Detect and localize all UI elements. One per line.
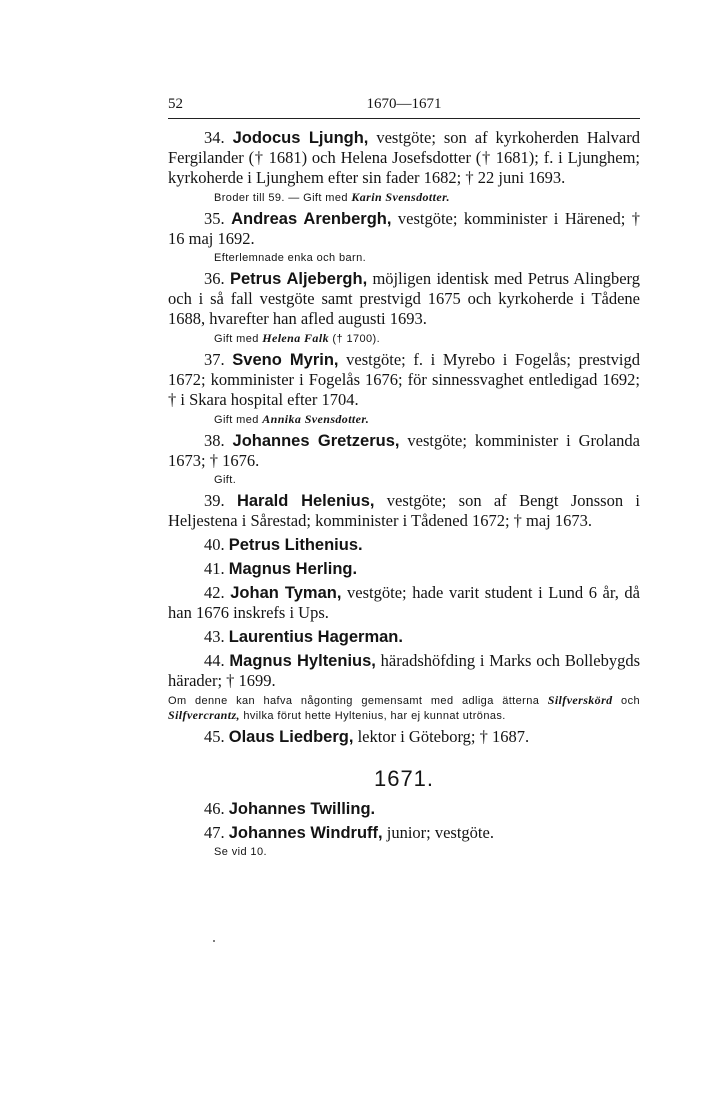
entry-name: Harald Helenius, [236, 492, 375, 510]
entry-number: 40. [204, 535, 225, 554]
entry-text: vestgöte; son af kyrkoherden Halvard Fergilander († 1681) och Helena Josefsdotter († 1681); f. i Ljunghem; kyrkoherde i Ljunghem efter sin fader 1682; † 22 juni 1693. [168, 128, 640, 187]
entry-40 [168, 535, 640, 555]
entry-name: Sveno Myrin, [232, 351, 339, 369]
entry-45 [168, 727, 640, 747]
entry-name: Andreas Arenbergh, [231, 210, 392, 228]
entry-35 [168, 209, 640, 265]
entry-42 [168, 583, 640, 623]
entry-text: möjligen identisk med Petrus Alingberg och i så fall vestgöte samt prestvigd 1675 och kyrkoherde i Tådene 1688, hvarefter han afled augusti 1693. [168, 269, 641, 328]
page-header [168, 96, 640, 120]
entry-note: Se vid 10. [214, 846, 267, 858]
entry-number: 36. [204, 269, 225, 288]
entry-number: 37. [204, 350, 225, 369]
entry-text: vestgöte; f. i Myrebo i Fogelås; prestvigd 1672; komminister i Fogelås 1676; för sinnessvaghet entledigad 1692; † i Skara hospital efter 1704. [168, 350, 640, 409]
entry-number: 43. [204, 627, 225, 646]
entry-note: Gift med Annika Svensdotter. [214, 412, 370, 426]
year-heading: 1671. [373, 766, 435, 791]
entry-note: Om denne kan hafva någonting gemensamt med adliga ätterna Silfverskörd och Silfvercrantz, hvilka förut hette Hyltenius, har ej kunnat utrönas. [168, 693, 640, 722]
entry-36 [168, 269, 640, 346]
entry-34 [168, 128, 640, 205]
entry-number: 42. [204, 583, 225, 602]
entry-46 [168, 799, 640, 819]
entry-41 [168, 559, 640, 579]
entry-name: Petrus Aljebergh, [229, 270, 368, 288]
entry-37 [168, 350, 640, 427]
page-speck [213, 940, 215, 942]
entry-text: vestgöte; son af Bengt Jonsson i Heljestena i Sårestad; komminister i Tådened 1672; † maj 1673. [168, 491, 640, 530]
entry-43 [168, 627, 640, 647]
entry-number: 35. [204, 209, 225, 228]
entry-name: Johannes Gretzerus, [232, 432, 400, 450]
header-rule [168, 118, 640, 119]
page-number: 52 [168, 96, 183, 112]
entry-name: Jodocus Ljungh, [232, 129, 369, 147]
entry-number: 38. [204, 431, 225, 450]
entry-44 [168, 651, 640, 723]
entry-name: Johannes Twilling. [228, 800, 376, 818]
entry-name: Johannes Windruff, [228, 824, 383, 842]
entry-number: 44. [204, 651, 225, 670]
entry-text: vestgöte; hade varit student i Lund 6 år, då han 1676 inskrefs i Ups. [168, 583, 641, 622]
entry-name: Petrus Lithenius. [228, 536, 363, 554]
entry-38 [168, 431, 640, 487]
entry-name: Olaus Liedberg, [228, 728, 354, 746]
entry-name: Magnus Hyltenius, [229, 652, 376, 670]
entry-text: vestgöte; komminister i Härened; † 16 maj 1692. [168, 209, 641, 248]
entry-number: 41. [204, 559, 225, 578]
entry-number: 39. [204, 491, 225, 510]
entry-note: Broder till 59. — Gift med Karin Svensdotter. [214, 190, 450, 204]
entry-note: Gift. [214, 474, 237, 486]
entry-47 [168, 823, 640, 859]
page-body [168, 128, 640, 863]
entry-note: Gift med Helena Falk († 1700). [214, 331, 381, 345]
entry-text: häradshöfding i Marks och Bollebygds härader; † 1699. [168, 651, 640, 690]
entry-number: 45. [204, 727, 225, 746]
entry-text: vestgöte; komminister i Grolanda 1673; † 1676. [168, 431, 640, 470]
entry-text: lektor i Göteborg; † 1687. [353, 727, 530, 746]
entry-number: 47. [204, 823, 225, 842]
entry-number: 46. [204, 799, 225, 818]
entry-39 [168, 491, 640, 531]
entry-number: 34. [204, 128, 225, 147]
entry-note: Efterlemnade enka och barn. [214, 252, 367, 264]
entry-name: Magnus Herling. [228, 560, 358, 578]
entry-name: Johan Tyman, [230, 584, 342, 602]
entry-text: junior; vestgöte. [382, 823, 494, 842]
running-head: 1670—1671 [366, 96, 442, 112]
entry-name: Laurentius Hagerman. [228, 628, 403, 646]
